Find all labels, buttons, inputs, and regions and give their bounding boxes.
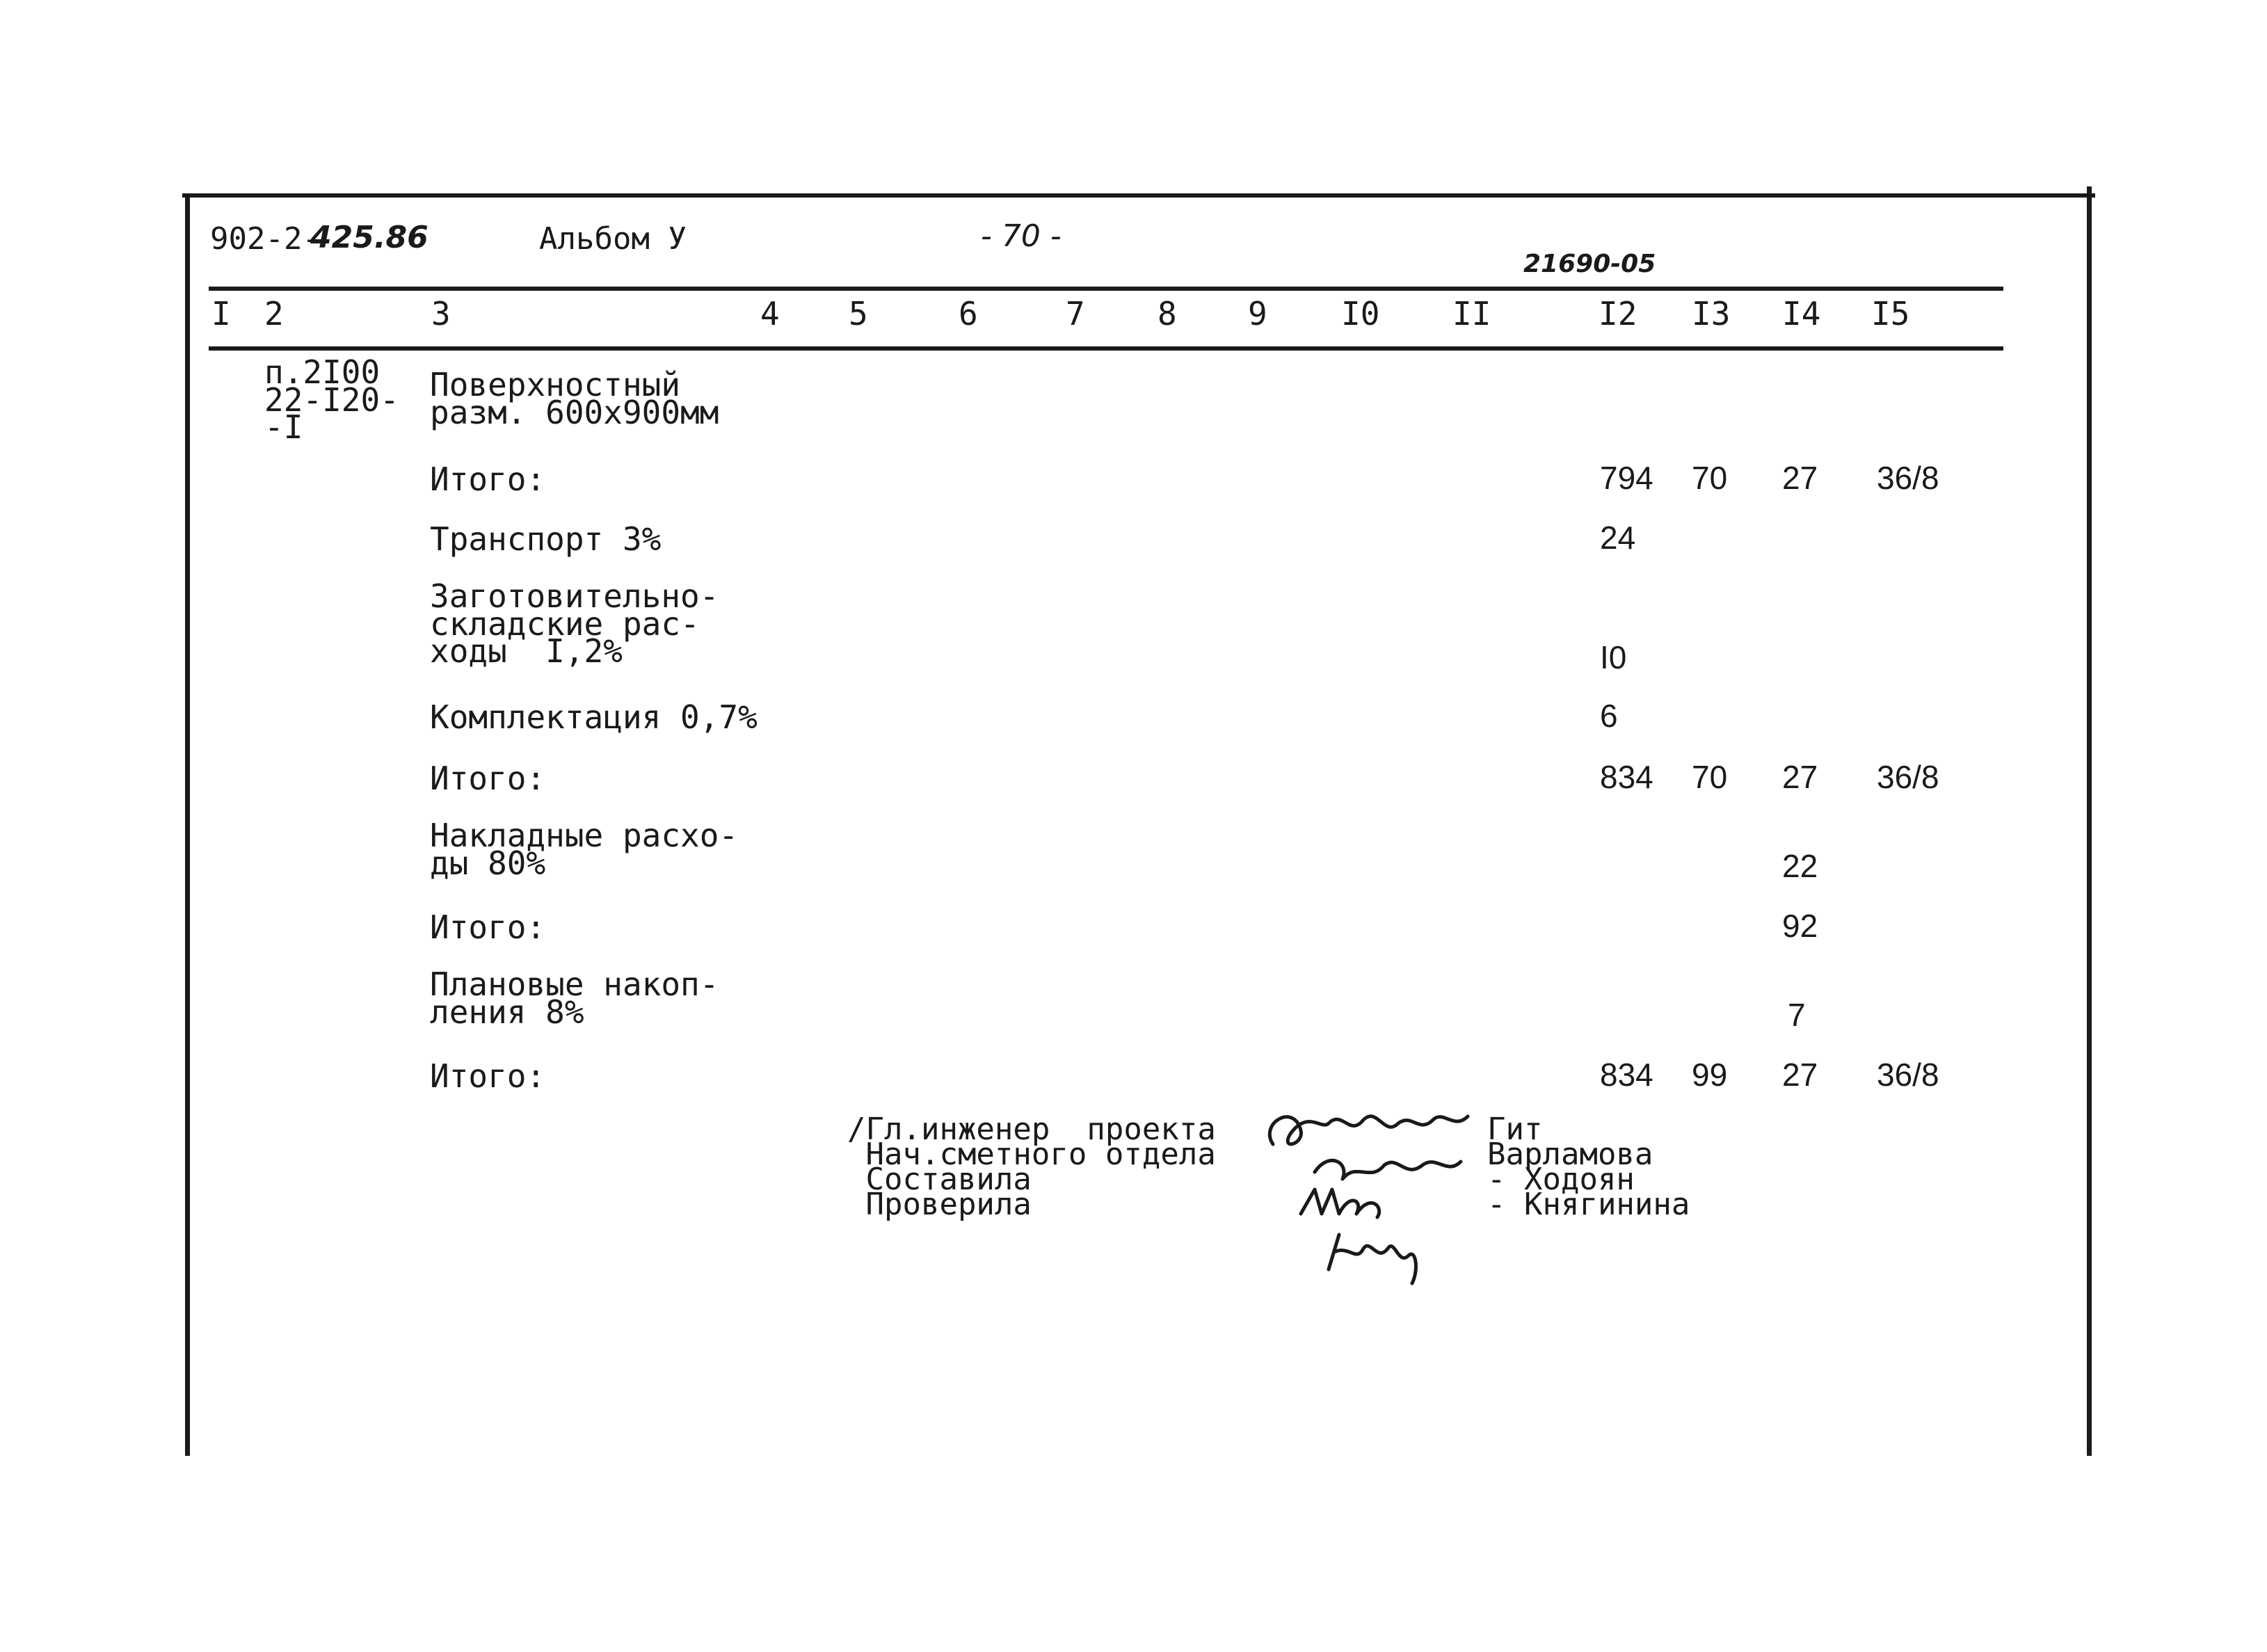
cell-col14: 27 <box>1782 759 1818 795</box>
frame-top-line <box>182 193 2095 198</box>
handwritten-signatures <box>1252 1096 1482 1297</box>
cell-col12: 794 <box>1600 460 1653 496</box>
frame-left-line <box>185 193 190 1456</box>
frame-right-line <box>2087 186 2092 1456</box>
signature-roles: /Гл.инженер проекта Нач.сметного отдела Составила Проверила <box>847 1112 1216 1223</box>
cell-col15: 36/8 <box>1877 1057 1939 1093</box>
column-number: 4 <box>760 295 780 332</box>
cell-col15: 36/8 <box>1877 460 1939 496</box>
column-number: I2 <box>1599 295 1637 332</box>
stamp-number: 21690-05 <box>1523 250 1656 278</box>
column-number: I0 <box>1341 295 1380 332</box>
column-number: 6 <box>959 295 978 332</box>
row-label: Комплектация 0,7% <box>430 698 758 736</box>
column-number: I <box>211 295 231 332</box>
doc-code-printed: 902-2- <box>210 221 321 257</box>
item-name: Поверхностный разм. 600х900мм <box>430 366 719 431</box>
cell-col13: 70 <box>1692 759 1728 795</box>
header-rule-top <box>209 287 2003 291</box>
cell-col15: 36/8 <box>1877 759 1939 795</box>
column-number: 9 <box>1248 295 1267 332</box>
signature-names: Гит Варламова - Ходоян - Княгинина <box>1487 1112 1690 1223</box>
cell-col13: 99 <box>1692 1057 1728 1093</box>
column-number: I3 <box>1692 295 1731 332</box>
row-label: Плановые накоп- ления 8% <box>430 965 719 1031</box>
cell-col14: 7 <box>1788 997 1806 1033</box>
doc-code-handwritten: 425.86 <box>310 220 428 255</box>
column-number: 3 <box>431 295 451 332</box>
row-label: Транспорт 3% <box>430 520 662 558</box>
column-number: 8 <box>1157 295 1177 332</box>
page-number: - 70 - <box>981 218 1062 254</box>
row-label: Итого: <box>430 1057 546 1095</box>
row-label: Итого: <box>430 908 546 946</box>
cell-col14: 22 <box>1782 848 1818 884</box>
column-number: I5 <box>1871 295 1910 332</box>
cell-col12: 834 <box>1600 759 1653 795</box>
row-label: Заготовительно- складские рас- ходы I,2% <box>430 577 719 671</box>
cell-col12: I0 <box>1600 639 1627 675</box>
cell-col14: 92 <box>1782 908 1818 944</box>
cell-col12: 24 <box>1600 520 1636 556</box>
column-number: 5 <box>849 295 868 332</box>
column-number: 2 <box>264 295 284 332</box>
header-rule-bottom <box>209 346 2003 351</box>
cell-col14: 27 <box>1782 1057 1818 1093</box>
column-number: II <box>1452 295 1491 332</box>
cell-col13: 70 <box>1692 460 1728 496</box>
album-label: Альбом У <box>539 221 687 257</box>
cell-col14: 27 <box>1782 460 1818 496</box>
row-label: Накладные расхо- ды 80% <box>430 817 739 882</box>
row-label: Итого: <box>430 760 546 797</box>
column-number: 7 <box>1066 295 1085 332</box>
item-reference: п.2I00 22-I20- -I <box>264 353 399 447</box>
cell-col12: 6 <box>1600 698 1618 734</box>
cell-col12: 834 <box>1600 1057 1653 1093</box>
row-label: Итого: <box>430 460 546 498</box>
column-number: I4 <box>1782 295 1821 332</box>
